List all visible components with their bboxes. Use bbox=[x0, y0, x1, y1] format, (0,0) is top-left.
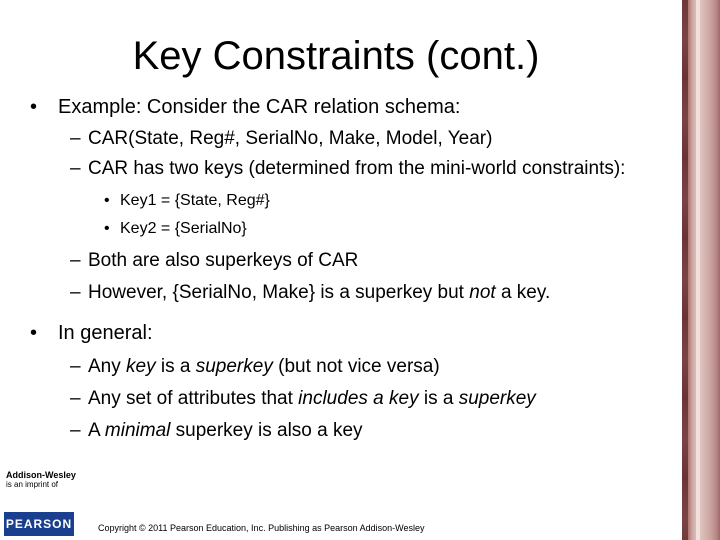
emphasis-text: superkey bbox=[458, 388, 536, 409]
bullet-text: Example: Consider the CAR relation schema: bbox=[58, 96, 461, 118]
text-part: Any set of attributes that bbox=[88, 388, 299, 409]
sub-bullet-keys bbox=[30, 156, 670, 182]
sub-bullet-text bbox=[88, 388, 536, 409]
text-part: A bbox=[88, 420, 105, 441]
bullet-in-general bbox=[30, 320, 670, 346]
text-part: is a bbox=[155, 356, 196, 377]
emphasis-text: minimal bbox=[104, 420, 171, 441]
dash-mark: – bbox=[70, 158, 81, 179]
dash-mark: – bbox=[70, 250, 81, 271]
bullet-mark: • bbox=[104, 220, 110, 237]
emphasis-text: includes a key bbox=[298, 388, 419, 409]
key2-item bbox=[30, 218, 670, 240]
sub-bullet-any-key bbox=[30, 354, 670, 380]
text-part: superkey is also a key bbox=[170, 420, 363, 441]
sub-bullet-schema bbox=[30, 126, 670, 152]
bullet-mark: • bbox=[30, 96, 38, 118]
sub-bullet-text: CAR has two keys (determined from the mini-world constraints): bbox=[88, 158, 626, 179]
slide-body bbox=[30, 90, 670, 444]
sub-bullet-however bbox=[30, 280, 670, 306]
copyright-text: Copyright © 2011 Pearson Education, Inc. Publishing as Pearson Addison-Wesley bbox=[98, 523, 425, 533]
pearson-logo: PEARSON bbox=[4, 512, 74, 536]
sub-bullet-superkeys bbox=[30, 248, 670, 274]
slide-title: Key Constraints (cont.) bbox=[132, 34, 540, 78]
key1-item bbox=[30, 190, 670, 212]
sub-bullet-text bbox=[88, 420, 363, 441]
sub-bullet-text bbox=[88, 282, 550, 303]
bullet-mark: • bbox=[104, 192, 110, 209]
sub-bullet-text: CAR(State, Reg#, SerialNo, Make, Model, Year) bbox=[88, 128, 493, 149]
key1-text: Key1 = {State, Reg#} bbox=[120, 192, 270, 209]
dash-mark: – bbox=[70, 420, 81, 441]
text-part: However, {SerialNo, Make} is a superkey but bbox=[88, 282, 470, 303]
dash-mark: – bbox=[70, 356, 81, 377]
publisher-logo bbox=[6, 470, 76, 490]
sub-bullet-minimal bbox=[30, 418, 670, 444]
bullet-example bbox=[30, 94, 670, 120]
imprint-text: is an imprint of bbox=[6, 480, 59, 489]
dash-mark: – bbox=[70, 128, 81, 149]
text-part: (but not vice versa) bbox=[272, 356, 440, 377]
text-part: Any bbox=[88, 356, 127, 377]
decorative-side-strip bbox=[682, 0, 720, 540]
bullet-mark: • bbox=[30, 322, 38, 344]
dash-mark: – bbox=[70, 282, 81, 303]
text-part: is a bbox=[418, 388, 459, 409]
dash-mark: – bbox=[70, 388, 81, 409]
sub-bullet-text: Both are also superkeys of CAR bbox=[88, 250, 359, 271]
bullet-text: In general: bbox=[58, 322, 153, 344]
emphasis-text: key bbox=[126, 356, 156, 377]
emphasis-text: superkey bbox=[195, 356, 273, 377]
text-part: a key. bbox=[495, 282, 551, 303]
sub-bullet-text bbox=[88, 356, 440, 377]
sub-bullet-any-set bbox=[30, 386, 670, 412]
emphasis-text: not bbox=[469, 282, 496, 303]
key2-text: Key2 = {SerialNo} bbox=[120, 220, 247, 237]
publisher-name: Addison-Wesley bbox=[6, 470, 76, 480]
